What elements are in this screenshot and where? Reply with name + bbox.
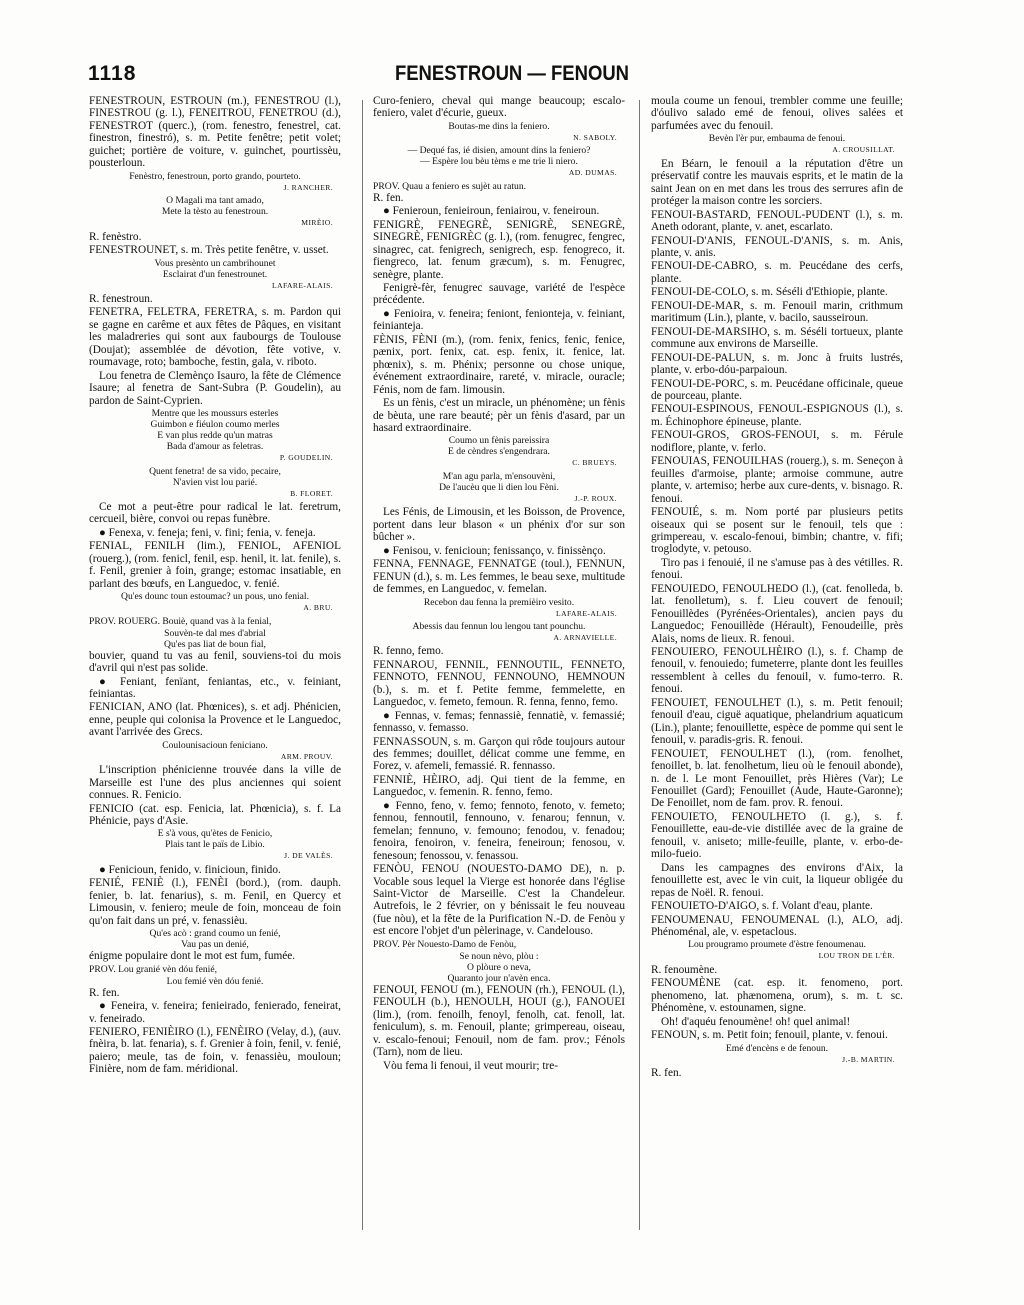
dictionary-entry: FENOUIERO, FENOULHÈIRO (l.), s. f. Champ de fenouil, v. fenouiedo; fumeterre, plante dont les feuilles ressemblent à celles du fenouil, v. fumo-terro. R. fenoui. (651, 646, 903, 696)
quotation-author: J.-P. ROUX. (574, 493, 617, 503)
quotation (89, 171, 341, 182)
quotation-author: J. RANCHER. (283, 182, 333, 192)
entry-paragraph: ● Fenisou, v. fenicioun; fenissanço, v. finissènço. (383, 544, 606, 557)
quotation-line: Bevèn l'èr pur, embauma de fenoui. (708, 133, 846, 145)
entry-paragraph: ● Fenieroun, fenieiroun, feniairou, v. feneiroun. (383, 205, 600, 218)
entry-paragraph: Vòu fema li fenoui, il veut mourir; tre- (383, 1059, 559, 1072)
dictionary-entry: FÈNIS, FÈNI (m.), (rom. fenix, fenics, fenic, fenice, pænix, port. fenix, cat. esp. fenix, it. fenice, lat. phœnix), s. m. Phénix; personne ou chose unique, événement extraordinaire, rareté, v. miracle, ouracle; Fénis, nom de fam. limousin. (373, 333, 625, 396)
entry-paragraph: Fenigrè-fèr, fenugrec sauvage, variété de l'espèce précédente. (373, 281, 625, 307)
dictionary-entry: R. fenoumène. (651, 963, 718, 976)
dictionary-entry: FENÒU, FENOU (NOUESTO-DAMO DE), n. p. Vocable sous lequel la Vierge est honorée dans l'église Saint-Victor de Marseille. C'est la Chandeleur. Autrefois, le 2 février, on y bénissait le feu nouveau (fue nòu), et la fête de la Purification N.-D. de Fenòu y est encore l'objet d'un pèlerinage, v. Candelouso. (373, 863, 625, 938)
quotation-line: Plais tant le païs de Libio. (165, 839, 265, 851)
quotation-line: Coumo un fènis pareissira (448, 435, 550, 447)
dictionary-entry: FENOUI-D'ANIS, FENOUL-D'ANIS, s. m. Anis, plante, v. anis. (651, 234, 903, 259)
entry-paragraph: En Béarn, le fenouil a la réputation d'être un préservatif contre les mauvais esprits, et le matin de la saint Jean on en met dans les trous des serrures afin de protéger la maison contre les sorciers. (651, 157, 903, 208)
dictionary-entry: FENOUIAS, FENOUILHAS (rouerg.), s. m. Seneçon à feuilles d'armoise, plante; armoise commune, autre plante, v. artemiso; herbe aux cure-dents, v. bisnago. R. fenoui. (651, 455, 903, 505)
entry-paragraph: ● Fenicioun, fenido, v. finicioun, finido. (99, 863, 281, 876)
dictionary-entry: FENOUI-DE-COLO, s. m. Séséli d'Ethiopie, plante. (651, 286, 888, 299)
quotation-line: Fenèstro, fenestroun, porto grando, pourteto. (129, 170, 301, 182)
entry-paragraph: ● Fenioira, v. feneira; feniont, fenionteja, v. feiniant, feinianteja. (373, 307, 625, 333)
entry-paragraph: ● Fenexa, v. feneja; feni, v. fini; fenia, v. feneja. (99, 526, 316, 539)
entry-paragraph: Dans les campagnes des environs d'Aix, la fenouillette est, avec le vin cuit, la liqueur obligée du repas de Noël. R. fenoui. (651, 861, 903, 899)
dictionary-entry: FENOUIETO-D'AIGO, s. f. Volant d'eau, plante. (651, 900, 873, 913)
dictionary-entry: R. fen. (373, 191, 404, 204)
quotation (373, 145, 625, 167)
quotation-author: P. GOUDELIN. (279, 453, 333, 463)
quotation-line: M'an agu parla, m'ensouvèni, (442, 470, 556, 482)
proverb-line: PROV. Lou granié vèn dóu fenié, (89, 963, 217, 975)
quotation (373, 951, 625, 984)
quotation-line: E de cèndres s'engendrara. (448, 446, 550, 458)
dictionary-entry: R. fenno, femo. (373, 645, 444, 658)
quotation-line: Qu'es dounc toun estoumac? un pous, uno fenial. (121, 591, 309, 603)
quotation-line: Vau pas un denié, (181, 939, 249, 951)
quotation (89, 258, 341, 280)
quotation (89, 628, 341, 650)
dictionary-entry: FENIERO, FENIÈIRO (l.), FENÈIRO (Velay, d.), (auv. fnèira, b. lat. fenaria), s. f. Grenier à foin, fenil, v. fenié, paiero; meule, tas de foin, v. fenassièu, mouloun; Finière, nom de fam. méridional. (89, 1026, 341, 1076)
quotation-line: Souvèn-te dal mes d'abrial (164, 627, 266, 639)
dictionary-entry: moula coume un fenoui, trembler comme une feuille; d'óulivo salado emé de fenoui, olives salées et parfumées avec du fenouil. (651, 95, 903, 132)
quotation (89, 740, 341, 751)
quotation (373, 471, 625, 493)
proverb-line: PROV. ROUERG. Bouiè, quand vas à la fenial, (89, 615, 272, 627)
quotation-author: A. CROUSILLAT. (832, 145, 895, 155)
quotation-author: N. SABOLY. (573, 132, 617, 142)
column-3 (651, 95, 903, 1275)
quotation-author: J.-B. MARTIN. (842, 1054, 895, 1064)
quotation-author: B. FLORET. (290, 488, 333, 498)
dictionary-entry: FENOUIETO, FENOULHETO (l. g.), s. f. Fenouillette, eau-de-vie distillée avec de la graine de fenouil, v. aniseto; mille-feuille, plante, v. erbo-de-milo-fueio. (651, 810, 903, 861)
column-1 (89, 95, 341, 1275)
quotation (89, 195, 341, 217)
entry-paragraph: Tiro pas i fenouié, il ne s'amuse pas à des vétilles. R. fenoui. (651, 556, 903, 582)
dictionary-entry: FENOUIET, FENOULHET (l.), s. m. Petit fenouil; fenouil d'eau, ciguë aquatique, phelandrium aquaticum (Lin.), plante; fenouillette, espèce de pomme qui sent le fenouil, v. paradis-gris. R. fenoui. (651, 696, 903, 747)
quotation (89, 928, 341, 950)
dictionary-entry: FENOUI, FENOU (m.), FENOUN (rh.), FENOUL (l.), FENOULH (b.), HENOULH, HOUI (g.), FANOUEI (lim.), (rom. fenoilh, fenoyl, fenolh, cat. fenoll, lat. feniculum), s. m. Fenouil, plante; grimpereau, oiseau, v. escalo-fenoui; Fenouil, nom de fam. prov.; Fénols (Tarn), nom de lieu. (373, 983, 625, 1059)
quotation-line: Quent fenetra! de sa vido, pecaire, (149, 465, 281, 477)
dictionary-entry: FENNASSOUN, s. m. Garçon qui rôde toujours autour des femmes; douillet, délicat comme une femme, en Forez, v. afemeli, femassié. R. fennasso. (373, 735, 625, 773)
quotation-line: Lou femié vèn dóu fenié. (166, 975, 264, 987)
quotation-line: Abessis dau fennun lou lengou tant pounchu. (412, 620, 586, 632)
quotation-line: Mentre que les moussurs esterles (151, 408, 279, 420)
quotation (373, 597, 625, 608)
quotation-line: Bada d'amour as feletras. (166, 441, 264, 453)
quotation-line: Quaranto jour n'avèn enca. (447, 972, 551, 984)
quotation-line: Recebon dau fenna la premièiro vesito. (423, 596, 575, 608)
dictionary-entry: énigme populaire dont le mot est fum, fumée. (89, 950, 296, 963)
dictionary-entry: FENOUN, s. m. Petit foin; fenouil, plante, v. fenoui. (651, 1029, 888, 1042)
column-2 (373, 95, 625, 1275)
dictionary-entry: FENNA, FENNAGE, FENNATGE (toul.), FENNUN, FENUN (d.), s. m. Les femmes, le beau sexe, multitude de femmes, en Languedoc, v. femelan. (373, 558, 625, 596)
quotation-line: Guimbon e fiéulon coumo merles (150, 419, 280, 431)
entry-paragraph: Es un fènis, c'est un miracle, un phénomène; un fènis de bèuta, une rare beauté; pèr un fènis d'asard, par un hasard extraordinaire. (373, 397, 625, 434)
entry-paragraph: ● Fenno, feno, v. femo; fennoto, fenoto, v. femeto; fennou, fennoutil, fennouno, v. fenarou; fennun, v. femelan; fennuno, v. femouno; fenodou, v. fenadou; fenoira, fenoiron, v. feneira, feneiroun; fenosou, v. fenesoun; fenossou, v. fenassou. (373, 799, 625, 862)
dictionary-entry: FENOUI-DE-PALUN, s. m. Jonc à fruits lustrés, plante, v. erbo-dóu-parpaioun. (651, 351, 903, 377)
quotation-author: MIRÈIO. (301, 218, 333, 228)
quotation-line: E s'à vous, qu'ètes de Fenicio, (157, 828, 273, 840)
dictionary-entry: R. fen. (651, 1067, 682, 1080)
quotation-author: LAFARE-ALAIS. (272, 280, 333, 290)
dictionary-entry: FENOUI-DE-MARSIHO, s. m. Séséli tortueux, plante commune aux environs de Marseille. (651, 325, 903, 351)
quotation-line: Lou prougramo proumete d'èstre fenoumenau. (688, 939, 866, 951)
dictionary-entry: bouvier, quand tu vas au fenil, souviens-toi du mois d'avril qui n'est pas solide. (89, 649, 341, 675)
dictionary-entry: R. fen. (89, 986, 120, 999)
entry-paragraph: ● Feneira, v. feneira; fenieirado, fenierado, feneirat, v. feneirado. (89, 1000, 341, 1025)
entry-paragraph: ● Fennas, v. femas; fennassiè, fennatiè, v. femassié; fennasso, v. femasso. (373, 709, 625, 735)
quotation (89, 466, 341, 488)
dictionary-entry: FENOUMENAU, FENOUMENAL (l.), ALO, adj. Phénoménal, ale, v. espetaclous. (651, 913, 903, 938)
column-rule (362, 100, 363, 1230)
entry-paragraph: ● Feniant, fenïant, feniantas, etc., v. feiniant, feiniantas. (89, 675, 341, 700)
dictionary-entry: FENOUIÉ, s. m. Nom porté par plusieurs petits oiseaux qui se posent sur le fenouil, tels que : grimpereau, v. escalo-fenoui, bimbin; chantre, v. fifi; troglodyte, v. petouso. (651, 506, 903, 556)
quotation-line: Se noun nèvo, plòu : (459, 950, 539, 962)
quotation-author: A. BRU. (303, 603, 333, 613)
quotation-author: A. ARNAVIELLE. (553, 632, 617, 642)
entry-paragraph: L'inscription phénicienne trouvée dans la ville de Marseille est l'une des plus anciennes qui soient connues. R. Fenicio. (89, 764, 341, 802)
dictionary-entry: FENOUI-GROS, GROS-FENOUI, s. m. Férule nodiflore, plante, v. ferlo. (651, 429, 903, 454)
quotation-author: LAFARE-ALAIS. (556, 608, 617, 618)
quotation-line: Emé d'encèns e de fenoun. (725, 1042, 829, 1054)
quotation (651, 1043, 903, 1054)
quotation (373, 121, 625, 132)
dictionary-entry: FENIÉ, FENIÈ (l.), FENÈI (bord.), (rom. dauph. fenier, b. lat. fenarius), s. m. Fenil, en Quercy et Limousin, v. feniero; meule de foin, monceau de foin qu'on fait dans un pré, v. fenassièu. (89, 877, 341, 927)
dictionary-entry: FENETRA, FELETRA, FERETRA, s. m. Pardon qui se gagne en carême et aux fêtes de Pâques, en visitant les maladreries qui sont aux faubourgs de Toulouse (Doujat); assemblée de dévotion, fête votive, v. roumavage, roto; bamboche, festin, gala, v. riboto. (89, 306, 341, 369)
quotation-line: E van plus redde qu'un matras (157, 430, 273, 442)
page-number: 1118 (88, 62, 137, 85)
dictionary-entry: FENIGRÈ, FENEGRÈ, SENIGRÈ, SENEGRÈ, SINEGRÈ, FENIGRÈC (g. l.), (rom. fenugrec, fengrec, sinagrec, cat. fenigrech, senigrech, esp. fenogreco, it. fiengreco, lat. fenum græcum), s. m. Fenugrec, senègre, plante. (373, 218, 625, 281)
quotation-author: J. DE VALÈS. (284, 851, 333, 861)
quotation-author: LOU TRON DE L'ÈR. (818, 951, 895, 961)
quotation (89, 408, 341, 452)
quotation-line: N'avien vist lou parié. (172, 476, 258, 488)
dictionary-entry: Curo-feniero, cheval qui mange beaucoup; escalo-feniero, valet d'écurie, gueux. (373, 95, 625, 120)
quotation (373, 621, 625, 632)
proverb-line: PROV. Pèr Nouesto-Damo de Fenòu, (373, 938, 517, 950)
dictionary-entry: FENICIO (cat. esp. Fenicia, lat. Phœnicia), s. f. La Phénicie, pays d'Asie. (89, 802, 341, 828)
quotation (651, 939, 903, 950)
entry-paragraph: Les Fénis, de Limousin, et les Boisson, de Provence, portent dans leur blason « un phénix d'or sur son bûcher ». (373, 506, 625, 544)
dictionary-entry: FENOUI-DE-MAR, s. m. Fenouil marin, crithmum maritimum (Lin.), plante, v. bacilo, sausseiroun. (651, 299, 903, 325)
quotation (89, 828, 341, 850)
quotation-line: Qu'es pas liat de boun fial, (164, 638, 266, 650)
dictionary-entry: FENOUI-ESPINOUS, FENOUL-ESPIGNOUS (l.), s. m. Échinophore épineuse, plante. (651, 403, 903, 428)
quotation-line: O Magali ma tant amado, (166, 195, 264, 207)
dictionary-entry: R. fenestroun. (89, 292, 153, 305)
quotation-line: — Dequé fas, ié disien, amount dins la feniero? (407, 145, 591, 157)
column-rule (639, 100, 640, 1230)
quotation-line: Mete la tèsto au fenestroun. (161, 206, 269, 218)
dictionary-entry: FENESTROUNET, s. m. Très petite fenêtre, v. usset. (89, 244, 329, 257)
page-header (0, 62, 1024, 92)
entry-paragraph: Oh! d'aquéu fenoumène! oh! quel animal! (661, 1015, 851, 1028)
quotation-line: De l'aucèu que li dien lou Fèni. (439, 481, 559, 493)
dictionary-entry: FENOUI-DE-PORC, s. m. Peucédane officinale, queue de pourceau, plante. (651, 377, 903, 402)
quotation-line: Esclairat d'un fenestrounet. (162, 268, 268, 280)
quotation-author: C. BRUEYS. (572, 458, 617, 468)
dictionary-entry: R. fenèstro. (89, 230, 142, 243)
quotation-line: Coulounisacioun feniciano. (162, 739, 268, 751)
dictionary-entry: FENOUI-DE-CABRO, s. m. Peucédane des cerfs, plante. (651, 260, 903, 285)
dictionary-entry: FENICIAN, ANO (lat. Phœnices), s. et adj. Phénicien, enne, peuple qui colonisa la Provence et le Languedoc, avant l'arrivée des Grecs. (89, 701, 341, 739)
entry-paragraph: Lou fenetra de Clemènço Isauro, la fête de Clémence Isaure; al fenetra de Sant-Subra (P. Goudelin), au pardon de Saint-Cyprien. (89, 369, 341, 407)
quotation-author: AD. DUMAS. (568, 168, 617, 178)
dictionary-entry: FENOUI-BASTARD, FENOUL-PUDENT (l.), s. m. Aneth odorant, plante, v. anet, escarlato. (651, 208, 903, 234)
quotation-line: Qu'es acò : grand coumo un fenié, (149, 928, 281, 940)
quotation-line: Boutas-me dins la feniero. (448, 120, 550, 132)
running-title: FENESTROUN — FENOUN (394, 62, 630, 85)
quotation (89, 976, 341, 987)
quotation-line: O plòure o neva, (467, 961, 531, 973)
quotation-author: ARM. PROUV. (280, 751, 333, 761)
dictionary-entry: FENOUIEDO, FENOULHEDO (l.), (cat. fenolleda, b. lat. fenolletum), s. f. Lieu couvert de fenouil; Fenouillèdes (Pyrénées-Orientales), ancien pays du Languedoc; Fenouillède (Hérault), Fenoudeille, près Alais, noms de lieux. R. fenoui. (651, 582, 903, 645)
quotation (651, 133, 903, 144)
dictionary-entry: FENNAROU, FENNIL, FENNOUTIL, FENNETO, FENNOTO, FENNOU, FENNOUNO, HEMNOUN (b.), s. m. et f. Petite femme, femmelette, en Languedoc, v. femeto, femoun. R. fenna, fenno, femo. (373, 658, 625, 709)
dictionary-entry: FENNIÈ, HÈIRO, adj. Qui tient de la femme, en Languedoc, v. femenin. R. fenno, femo. (373, 773, 625, 799)
quotation (373, 435, 625, 457)
dictionary-entry: FENIAL, FENILH (lim.), FENIOL, AFENIOL (rouerg.), (rom. fenicl, fenil, esp. henil, it. lat. fenile), s. f. Fenil, grenier à foin, grange; estomac insatiable, en parlant des bœufs, en Languedoc, v. fenié. (89, 540, 341, 590)
quotation (89, 591, 341, 602)
dictionary-entry: FENOUMÈNE (cat. esp. it. fenomeno, port. phenomeno, lat. phænomena, orum), s. m. t. sc. Phénomène, v. estounamen, signe. (651, 977, 903, 1015)
quotation-line: — Espère lou bèu tèms e me trie li niero. (420, 156, 578, 168)
dictionary-entry: FENOUIET, FENOULHET (l.), (rom. fenolhet, fenoillet, b. lat. fenolhetum, lieu où le fenouil abonde), n. de l. Le mont Fenouillet, près Hières (Var); Le Fenouillet (Gard); Fenouillet (Aude, Haute-Garonne); De Fenoillet, nom de fam. prov. R. fenoui. (651, 747, 903, 810)
proverb-line: PROV. Quau a feniero es sujèt au ratun. (373, 180, 527, 192)
quotation-line: Vous presènto un cambrihounet (154, 257, 276, 269)
entry-paragraph: Ce mot a peut-être pour radical le lat. feretrum, cercueil, bière, convoi ou repas funèbre. (89, 500, 341, 526)
dictionary-entry: FENESTROUN, ESTROUN (m.), FENESTROU (l.), FINESTROU (g. l.), FENEITROU, FENETROU (d.), FENESTROT (querc.), (rom. fenestro, fenestrel, cat. finestron, finestró), s. m. Petite fenêtre; petit volet; guichet; portière de voiture, v. guinchet, pourtissèu, pousterloun. (89, 95, 341, 170)
